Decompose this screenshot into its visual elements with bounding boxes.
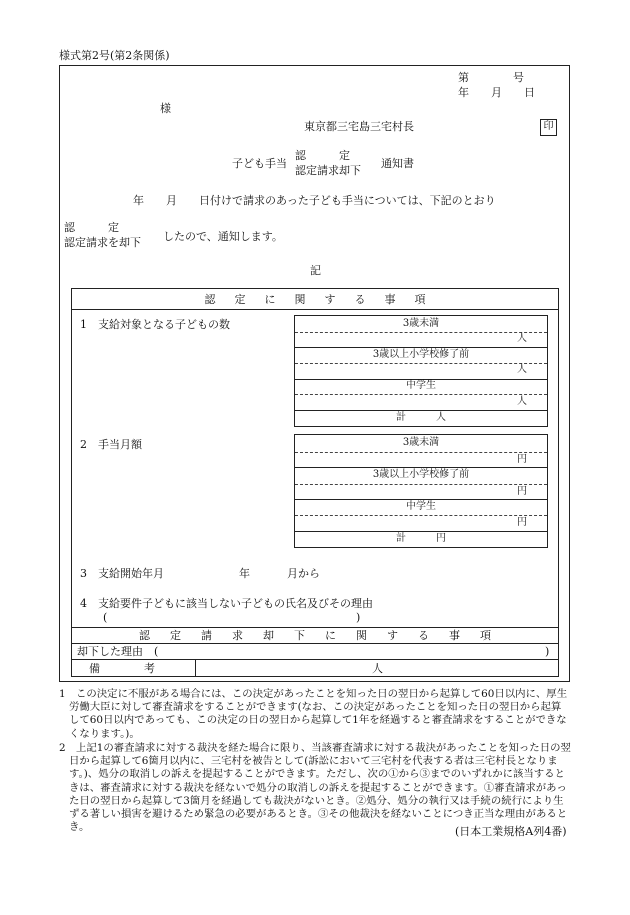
item1-row2-dash bbox=[295, 363, 547, 364]
item1-row1-line bbox=[294, 347, 548, 348]
remarks-top-line bbox=[71, 659, 559, 660]
heading-divider bbox=[71, 309, 559, 310]
item1-total: 計 人 bbox=[396, 412, 446, 423]
issuer-name: 東京都三宅島三宅村長 bbox=[304, 120, 414, 133]
body-choice-approve: 認 定 bbox=[64, 221, 119, 234]
body-choice-reject: 認定請求を却下 bbox=[64, 236, 141, 249]
item2-row1-head: 3歳未満 bbox=[402, 437, 440, 448]
item2-total: 計 円 bbox=[396, 533, 446, 544]
body-line-1: 年 月 日付けで請求のあった子ども手当については、下記のとおり bbox=[133, 194, 496, 207]
item1-row1-dash bbox=[295, 332, 547, 333]
addressee: 様 bbox=[160, 102, 171, 115]
item2-row1-line bbox=[294, 467, 548, 468]
item2-row1-dash bbox=[295, 452, 547, 453]
section-nintei-heading: 認定に関する事項 bbox=[204, 293, 445, 306]
item1-row3-line bbox=[294, 410, 548, 411]
item1-row3-head: 中学生 bbox=[406, 380, 436, 391]
note-2: 2 上記1の審査請求に対する裁決を経た場合に限り、当該審査請求に対する裁決があったことを知った日の翌日から起算して6箇月以内に、三宅村を被告として(訴訟において三宅村を代表する者は三宅村長となります。)、処分の取消しの訴えを提起することができます。ただし、次の①から③までのいずれかに該当するときは、審査請求に対する裁決を経ないで処分の取消しの訴えを提起することができます。①審査請求があった日の翌日から起算して3箇月を経過しても裁決がないとき。②処分、処分の執行又は手続の続行により生ずる著しい損害を避けるため緊急の必要があるとき。③その他裁決を経ないことにつき正当な理由があるとき。 bbox=[59, 742, 571, 834]
item1-row3-dash bbox=[295, 394, 547, 395]
item1-row3-unit: 人 bbox=[517, 396, 527, 407]
item2-row2-dash bbox=[295, 484, 547, 485]
item2-label: 2 手当月額 bbox=[80, 438, 142, 451]
kyakka-heading-line bbox=[71, 643, 559, 644]
item1-row1-unit: 人 bbox=[517, 333, 527, 344]
item2-row3-dash bbox=[295, 515, 547, 516]
item2-row2-line bbox=[294, 499, 548, 500]
remarks-label: 備 考 bbox=[89, 662, 155, 675]
title-choice-reject: 認定請求却下 bbox=[295, 164, 361, 177]
item2-row1-unit: 円 bbox=[517, 454, 527, 465]
item2-row3-unit: 円 bbox=[517, 517, 527, 528]
reject-reason-label: 却下した理由 ( bbox=[77, 645, 159, 658]
item3-label: 3 支給開始年月 bbox=[80, 567, 164, 580]
remarks-value: 人 bbox=[372, 662, 383, 675]
item3-month: 月から bbox=[287, 567, 320, 580]
item4-paren-open: ( bbox=[103, 611, 108, 624]
seal-mark: 印 bbox=[540, 119, 557, 136]
item1-row2-unit: 人 bbox=[517, 364, 527, 375]
item4-label: 4 支給要件子どもに該当しない子どもの氏名及びその理由 bbox=[80, 597, 373, 610]
issue-date: 年 月 日 bbox=[458, 86, 535, 99]
item3-year: 年 bbox=[239, 567, 250, 580]
item2-row2-unit: 円 bbox=[517, 486, 527, 497]
form-number: 様式第2号(第2条関係) bbox=[59, 49, 170, 62]
title-prefix: 子ども手当 bbox=[232, 157, 287, 170]
paper-size-note: (日本工業規格A列4番) bbox=[455, 825, 567, 838]
item2-row3-head: 中学生 bbox=[406, 501, 436, 512]
item1-row2-head: 3歳以上小学校修了前 bbox=[372, 349, 470, 360]
section-kyakka-heading: 認定請求却下に関する事項 bbox=[139, 629, 511, 642]
item2-row2-head: 3歳以上小学校修了前 bbox=[372, 469, 470, 480]
reject-reason-close: ) bbox=[545, 645, 550, 658]
kyakka-top-line bbox=[71, 627, 559, 628]
document-number: 第 号 bbox=[458, 71, 524, 84]
title-suffix: 通知書 bbox=[381, 157, 414, 170]
body-line-2: したので、通知します。 bbox=[163, 230, 283, 243]
item4-paren-close: ) bbox=[356, 611, 361, 624]
item2-row3-line bbox=[294, 531, 548, 532]
title-choice-approve: 認 定 bbox=[295, 149, 350, 162]
note-1: 1 この決定に不服がある場合には、この決定があったことを知った日の翌日から起算して60日以内に、厚生労働大臣に対して審査請求をすることができます(なお、この決定があったことを知った日の翌日から起算して60日以内であっても、この決定の日の翌日から起算して1年を経過すると審査請求をすることができなくなります。)。 bbox=[59, 688, 568, 740]
item1-row1-head: 3歳未満 bbox=[402, 318, 440, 329]
ki-label: 記 bbox=[310, 264, 321, 277]
item1-label: 1 支給対象となる子どもの数 bbox=[80, 318, 230, 331]
